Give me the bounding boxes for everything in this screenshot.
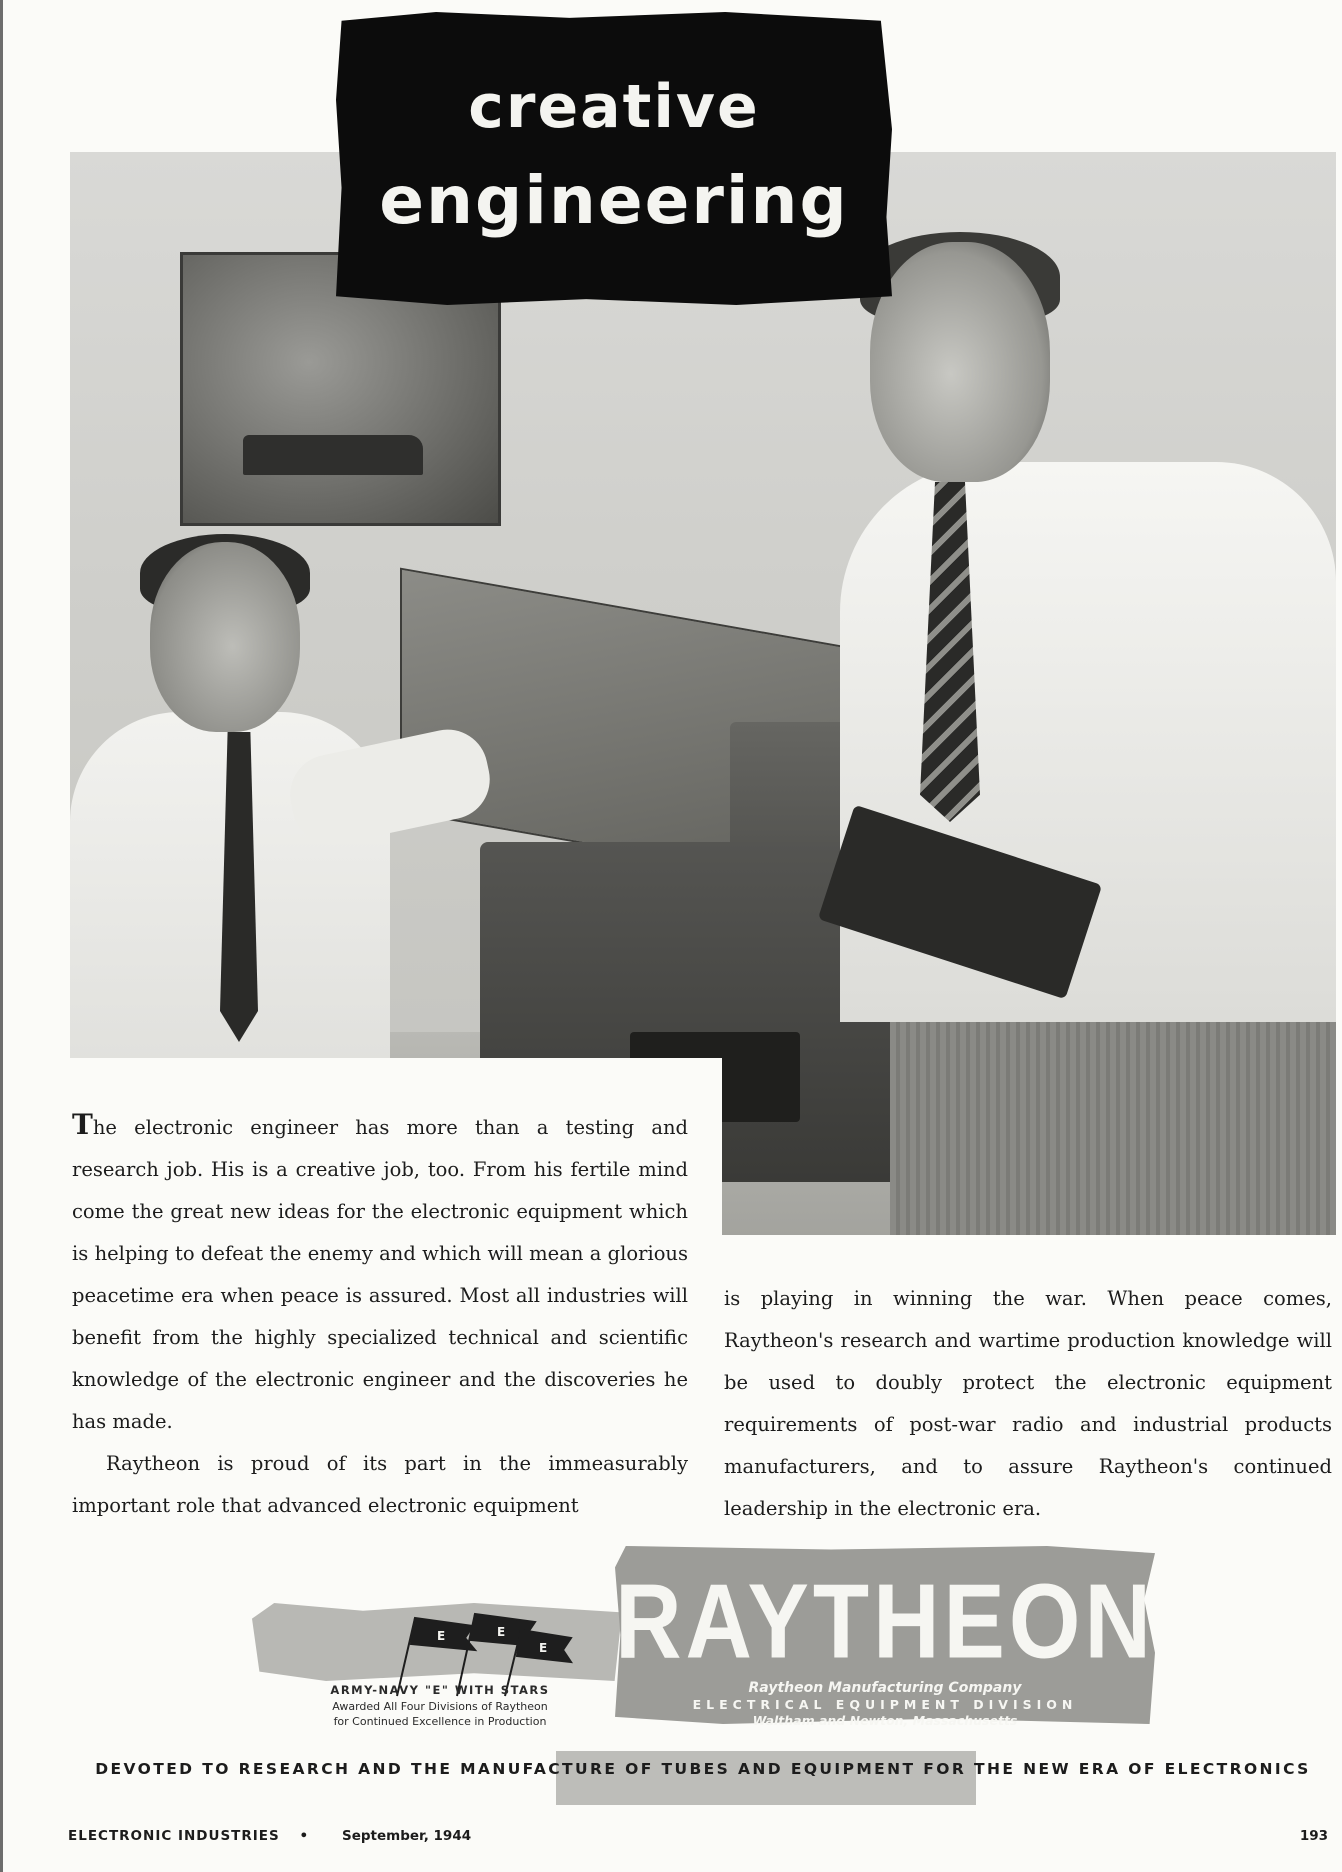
standing-engineer-face [870,242,1050,482]
headline-engineering: engineering [379,162,849,239]
body-paragraph-2: Raytheon is proud of its part in the immeasurably important role that advanced electronic equipment [72,1452,688,1517]
footer-date: September, 1944 [342,1828,472,1844]
page-edge-rule [0,0,3,1872]
body-paragraph-3: is playing in winning the war. When peace comes, Raytheon's research and wartime production knowledge will be used to doubly protect the electronic equipment requirements of post-war radio and industrial products manufacturers, and to assure Raytheon's continued leadership in the electronic era. [724,1287,1332,1520]
body-paragraph-1 [72,1104,688,1443]
award-title: ARMY-NAVY "E" WITH STARS [330,1683,550,1697]
company-location: Waltham and Newton, Massachusetts [752,1713,1018,1728]
flag-e-letter-3: E [539,1641,548,1655]
painting-locomotive [243,435,423,475]
tagline: DEVOTED TO RESEARCH AND THE MANUFACTURE OF TUBES AND EQUIPMENT FOR THE NEW ERA OF ELECTRONICS [95,1760,1311,1778]
division-name: ELECTRICAL EQUIPMENT DIVISION [692,1697,1078,1712]
publication-name: ELECTRONIC INDUSTRIES [68,1828,280,1844]
drop-cap: T [72,1108,93,1141]
flag-e-letter-2: E [497,1625,506,1639]
body-paragraph-1-text: he electronic engineer has more than a testing and research job. His is a creative job, too. From his fertile mind come the great new ideas for the electronic equipment which is helping to defeat the enemy and which will mean a glorious peacetime era when peace is assured. Most all industries will benefit from the highly specialized technical and scientific knowledge of the electronic engineer and the discoveries he has made. [72,1116,688,1433]
headline-creative: creative [468,72,760,142]
footer-publication [68,1828,309,1844]
seated-engineer-face [150,542,300,732]
raytheon-logo: RAYTHEON [615,1563,1155,1681]
body-right-column [724,1278,1332,1530]
headline-background [336,12,892,305]
award-line-1: Awarded All Four Divisions of Raytheon [332,1700,548,1713]
footer-bullet: • [299,1828,310,1844]
flag-e-letter-1: E [437,1629,446,1643]
company-name: Raytheon Manufacturing Company [748,1680,1022,1696]
award-line-2: for Continued Excellence in Production [333,1715,547,1728]
body-left-column [72,1104,688,1527]
standing-engineer [830,232,1336,1235]
page-number: 193 [1299,1828,1328,1844]
